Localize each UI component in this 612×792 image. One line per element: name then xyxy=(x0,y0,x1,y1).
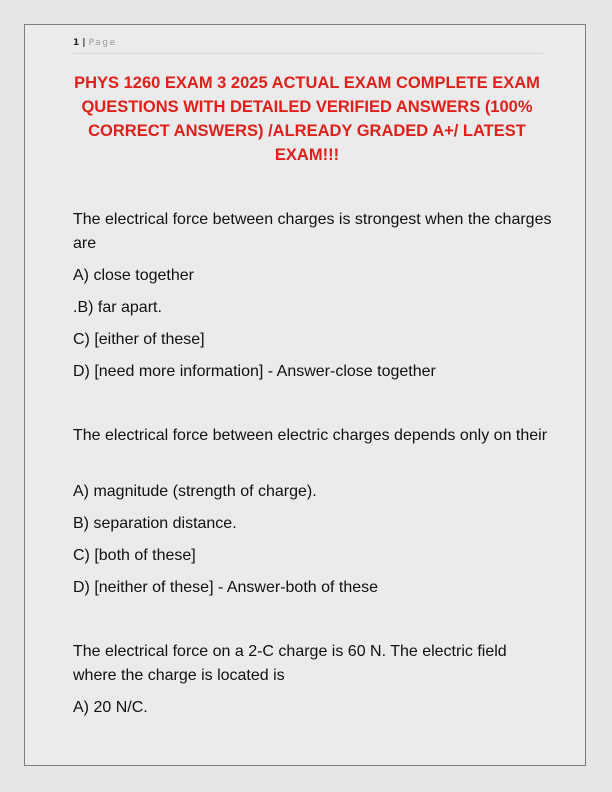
question-2-option-c: C) [both of these] xyxy=(73,547,196,564)
page-header xyxy=(73,37,543,54)
question-1-option-a: A) close together xyxy=(73,267,194,284)
question-3-text: The electrical force on a 2-C charge is 60 N. The electric field where the charge is located is xyxy=(73,643,507,684)
question-1-option-c: C) [either of these] xyxy=(73,331,205,348)
page-number: 1 xyxy=(73,38,80,48)
question-2-option-b: B) separation distance. xyxy=(73,515,237,532)
page-label: Page xyxy=(88,38,117,48)
page-separator: | xyxy=(82,38,86,48)
document-page xyxy=(24,24,586,766)
question-2-option-a: A) magnitude (strength of charge). xyxy=(73,483,317,500)
question-1-text: The electrical force between charges is strongest when the charges are xyxy=(73,211,552,252)
question-1-option-d: D) [need more information] - Answer-close together xyxy=(73,363,436,380)
question-1-option-b: .B) far apart. xyxy=(73,299,162,316)
document-title: PHYS 1260 EXAM 3 2025 ACTUAL EXAM COMPLETE EXAM QUESTIONS WITH DETAILED VERIFIED ANSWERS (100% CORRECT ANSWERS) /ALREADY GRADED A+/ LATEST EXAM!!! xyxy=(74,74,540,164)
question-3-option-a: A) 20 N/C. xyxy=(73,699,148,716)
question-2-text: The electrical force between electric charges depends only on their xyxy=(73,427,548,444)
question-2-option-d: D) [neither of these] - Answer-both of these xyxy=(73,579,379,596)
